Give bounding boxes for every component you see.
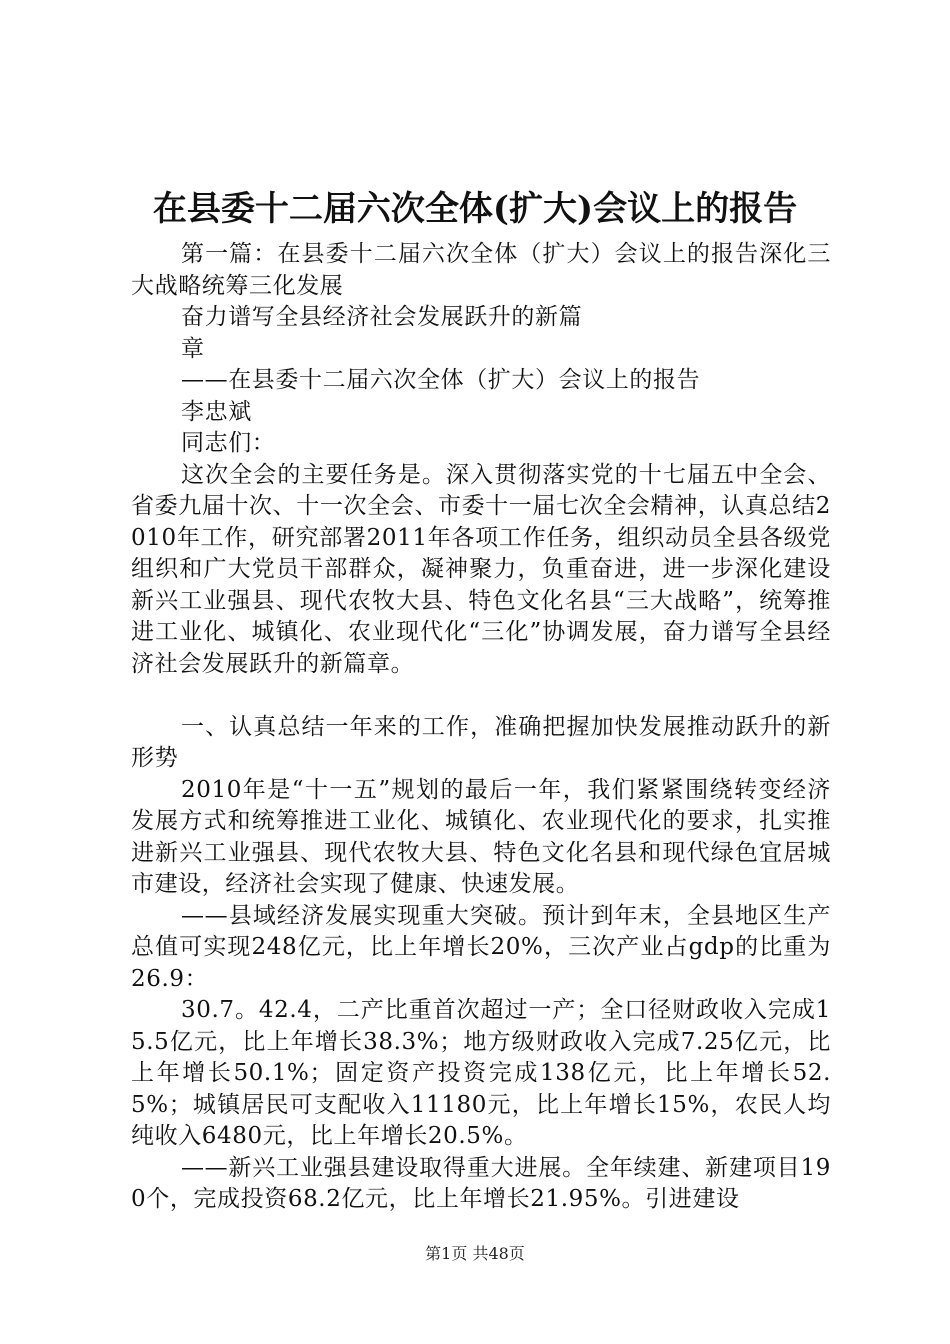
page-number-footer: 第1页 共48页 <box>425 1244 525 1263</box>
paragraph-author: 李忠斌 <box>181 398 252 425</box>
paragraph-economy: ——县域经济发展实现重大突破。预计到年末，全县地区生产总值可实现248亿元，比上年增长20%，三次产业占gdp的比重为26.9： <box>131 902 831 992</box>
paragraph-subtitle: 奋力谱写全县经济社会发展跃升的新篇 <box>181 304 583 330</box>
paragraph-heading-chapter: 第一篇：在县委十二届六次全体（扩大）会议上的报告深化三大战略统筹三化发展 <box>131 241 831 299</box>
blank-line <box>131 680 831 712</box>
paragraph-2010-summary: 2010年是“十一五”规划的最后一年，我们紧紧围绕转变经济发展方式和统筹推进工业化、城镇化、农业现代化的要求，扎实推进新兴工业强县、现代农牧大县、特色文化名县和现代绿色宜居城市建设，经济社会实现了健康、快速发展。 <box>131 776 831 897</box>
paragraph-main-task: 这次全会的主要任务是。深入贯彻落实党的十七届五中全会、省委九届十次、十一次全会、市委十一届七次全会精神，认真总结2010年工作，研究部署2011年各项工作任务，组织动员全县各级党组织和广大党员干部群众，凝神聚力，负重奋进，进一步深化建设新兴工业强县、现代农牧大县、特色文化名县“三大战略”，统筹推进工业化、城镇化、农业现代化“三化”协调发展，奋力谱写全县经济社会发展跃升的新篇章。 <box>131 461 831 677</box>
paragraph-subtitle-end: 章 <box>181 335 205 362</box>
paragraph-section-one: 一、认真总结一年来的工作，准确把握加快发展推动跃升的新形势 <box>131 713 831 771</box>
document-title: 在县委十二届六次全体(扩大)会议上的报告 <box>152 189 798 229</box>
paragraph-industry: ——新兴工业强县建设取得重大进展。全年续建、新建项目190个，完成投资68.2亿元，比上年增长21.95%。引进建设 <box>131 1154 831 1212</box>
paragraph-report-line: ——在县委十二届六次全体（扩大）会议上的报告 <box>181 367 701 393</box>
paragraph-finance: 30.7。42.4，二产比重首次超过一产；全口径财政收入完成15.5亿元，比上年增长38.3%；地方级财政收入完成7.25亿元，比上年增长50.1%；固定资产投资完成138亿元，比上年增长52.5%；城镇居民可支配收入11180元，比上年增长15%，农民人均纯收入6480元，比上年增长20.5%。 <box>131 997 831 1149</box>
paragraph-salutation: 同志们： <box>181 430 276 456</box>
document-body <box>131 239 831 1216</box>
